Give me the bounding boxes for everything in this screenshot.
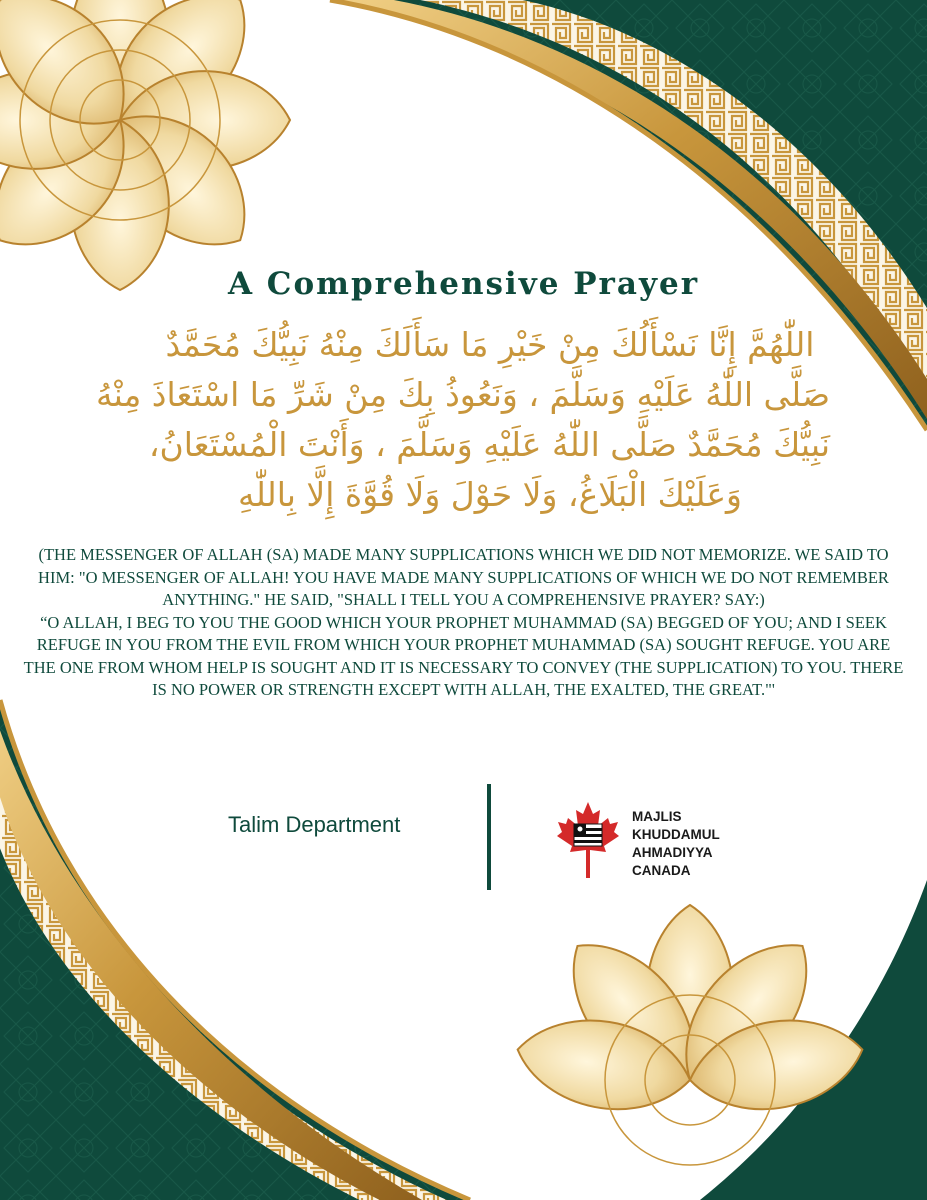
intro-paragraph: (THE MESSENGER OF ALLAH (SA) MADE MANY SUPPLICATIONS WHICH WE DID NOT MEMORIZE. WE SAID TO HIM: "O MESSENGER OF ALLAH! YOU HAVE MADE MANY SUPPLICATIONS OF WHICH WE DO NOT REMEMBER ANYTHING." HE SAID, "SHALL I TELL YOU A COMPREHENSIVE PRAYER? SAY:): [38, 545, 889, 609]
maple-leaf-flag-logo: [556, 800, 620, 880]
arabic-prayer: [95, 320, 830, 520]
english-translation: [20, 544, 907, 702]
organization-name-line: AHMADIYYA: [632, 845, 713, 860]
organization-name: [632, 808, 720, 880]
arabic-line: صَلَّى اللّٰهُ عَلَيْهِ وَسَلَّمَ ، وَنَعُوذُ بِكَ مِنْ شَرِّ مَا اسْتَعَاذَ مِنْهُ: [95, 375, 830, 414]
organization-name-line: CANADA: [632, 863, 691, 878]
arabic-line: اللّٰهُمَّ إِنَّا نَسْأَلُكَ مِنْ خَيْرِ مَا سَأَلَكَ مِنْهُ نَبِيُّكَ مُحَمَّدٌ: [165, 325, 815, 364]
translation-paragraph: “O ALLAH, I BEG TO YOU THE GOOD WHICH YOUR PROPHET MUHAMMAD (SA) BEGGED OF YOU; AND I SEEK REFUGE IN YOU FROM THE EVIL FROM WHICH YOUR PROPHET MUHAMMAD (SA) SOUGHT REFUGE. YOU ARE THE ONE FROM WHOM HELP IS SOUGHT AND IT IS NECESSARY TO CONVEY (THE SUPPLICATION) TO YOU. THERE IS NO POWER OR STRENGTH EXCEPT WITH ALLAH, THE EXALTED, THE GREAT."': [23, 612, 904, 699]
divider: [487, 784, 491, 890]
department-name: Talim Department: [228, 812, 401, 837]
organization-name-line: KHUDDAMUL: [632, 827, 720, 842]
arabic-line: نَبِيُّكَ مُحَمَّدٌ صَلَّى اللّٰهُ عَلَيْهِ وَسَلَّمَ ، وَأَنْتَ الْمُسْتَعَانُ،: [148, 425, 830, 464]
arabic-line: وَعَلَيْكَ الْبَلَاغُ، وَلَا حَوْلَ وَلَا قُوَّةَ إِلَّا بِاللّٰهِ: [238, 475, 742, 514]
organization-name-line: MAJLIS: [632, 809, 682, 824]
page-title: A Comprehensive Prayer: [227, 266, 700, 302]
